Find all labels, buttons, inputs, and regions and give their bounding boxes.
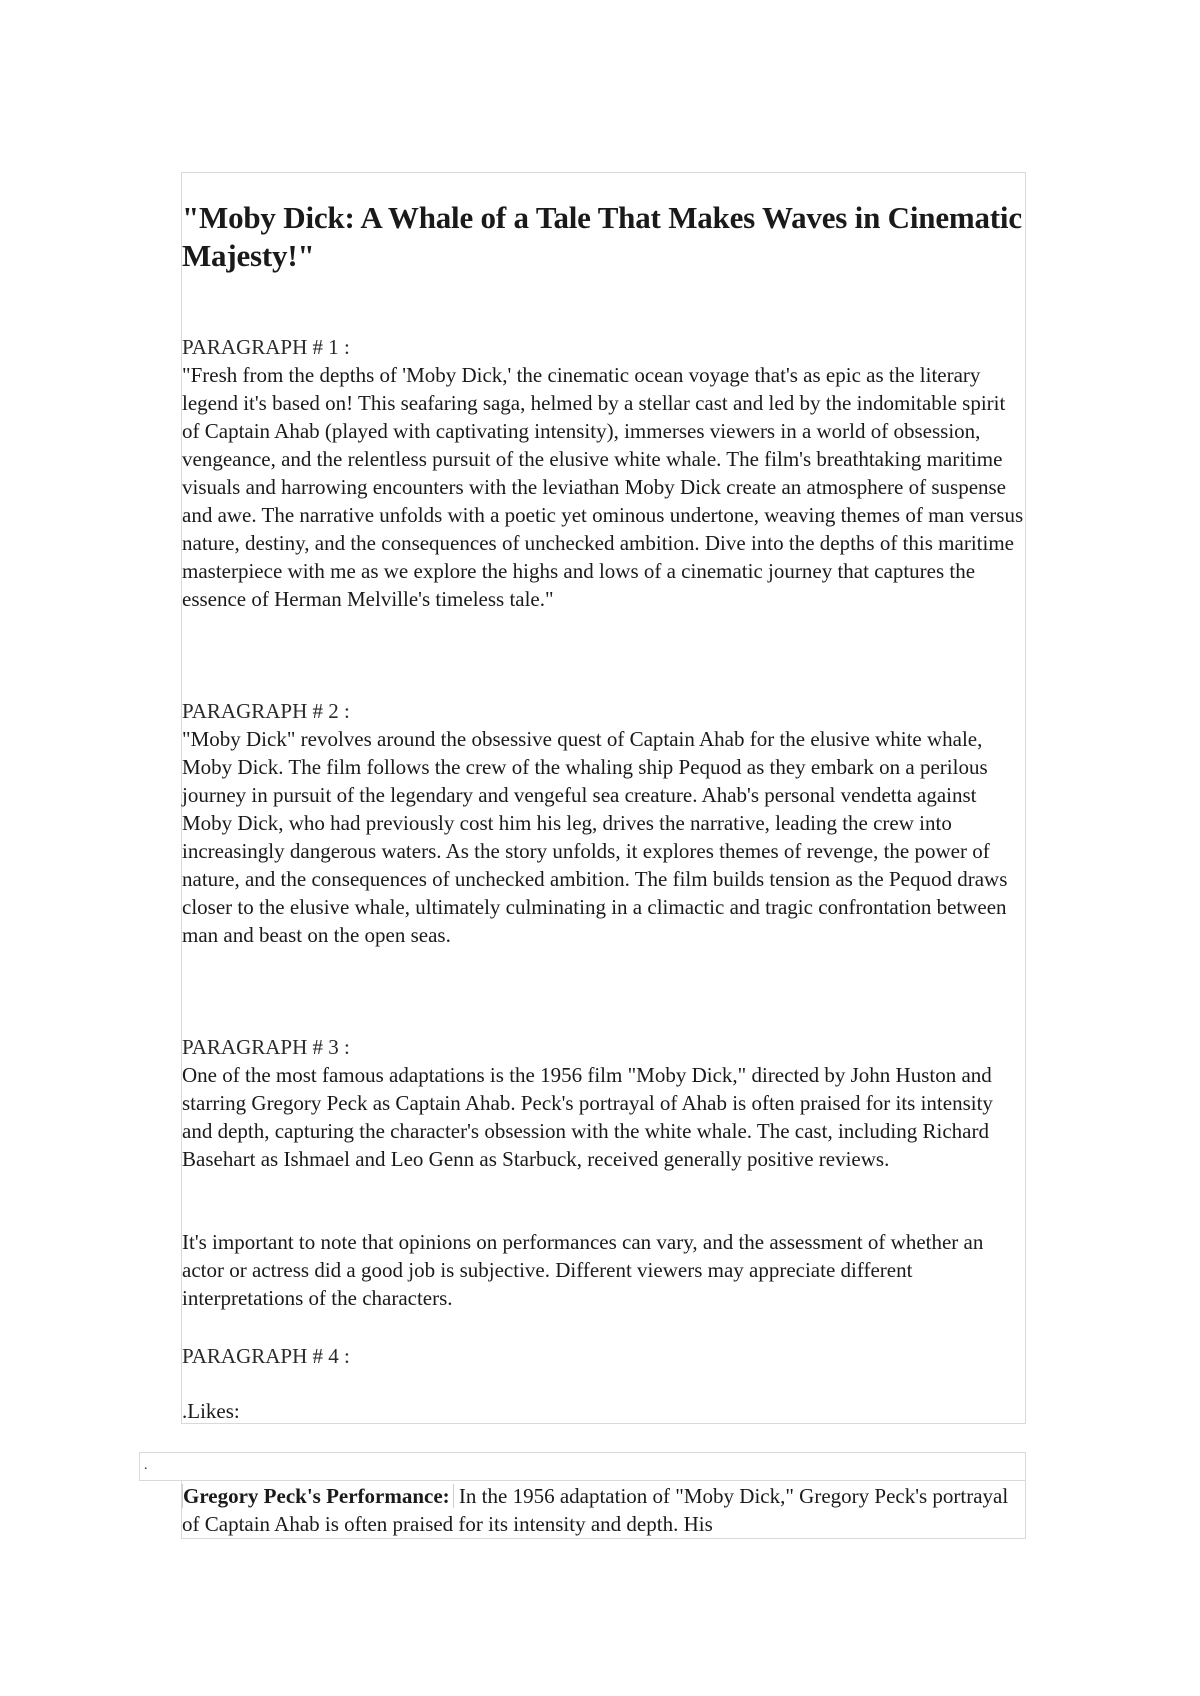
article-title: "Moby Dick: A Whale of a Tale That Makes Waves in Cinematic Majesty!" [182,200,1022,273]
paragraph-1-body: "Fresh from the depths of 'Moby Dick,' the cinematic ocean voyage that's as epic as the literary legend it's based on! This seafaring saga, helmed by a stellar cast and led by the indomitable spirit of Captain Ahab (played with captivating intensity), immerses viewers in a world of obsession, vengeance, and the relentless pursuit of the elusive white whale. The film's breathtaking maritime visuals and harrowing encounters with the leviathan Moby Dick create an atmosphere of suspense and awe. The narrative unfolds with a poetic yet ominous undertone, weaving themes of man versus nature, destiny, and the consequences of unchecked ambition. Dive into the depths of this maritime masterpiece with me as we explore the highs and lows of a cinematic journey that captures the essence of Herman Melville's timeless tale." [182,363,1024,611]
paragraph-3-note: It's important to note that opinions on performances can vary, and the assessment of whether an actor or actress did a good job is subjective. Different viewers may appreciate different interpretations of the characters. [182,1230,984,1310]
paragraph-3-body: One of the most famous adaptations is the 1956 film "Moby Dick," directed by John Huston and starring Gregory Peck as Captain Ahab. Peck's portrayal of Ahab is often praised for its intensity and depth, capturing the character's obsession with the white whale. The cast, including Richard Basehart as Ishmael and Leo Genn as Starbuck, received generally positive reviews. [182,1063,993,1171]
separator-dot: . [144,1458,148,1473]
separator-cell [139,1452,1026,1481]
paragraph-1-heading: PARAGRAPH # 1 : [182,335,350,359]
paragraph-2-body: "Moby Dick" revolves around the obsessive quest of Captain Ahab for the elusive white whale, Moby Dick. The film follows the crew of the whaling ship Pequod as they embark on a perilous journey in pursuit of the legendary and vengeful sea creature. Ahab's personal vendetta against Moby Dick, who had previously cost him his leg, drives the narrative, leading the crew into increasingly dangerous waters. As the story unfolds, it explores themes of revenge, the power of nature, and the consequences of unchecked ambition. The film builds tension as the Pequod draws closer to the elusive whale, ultimately culminating in a climactic and tragic confrontation between man and beast on the open seas. [182,727,1008,947]
likes-label: .Likes: [182,1399,240,1423]
paragraph-2-heading: PARAGRAPH # 2 : [182,699,350,723]
peck-performance-text [182,1482,1024,1538]
peck-performance-label: Gregory Peck's Performance: [182,1484,454,1508]
paragraph-3-heading: PARAGRAPH # 3 : [182,1035,350,1059]
peck-performance-body: In the 1956 adaptation of "Moby Dick," Gregory Peck's portrayal of Captain Ahab is often praised for its intensity and depth. His [182,1484,1009,1536]
paragraph-4-heading: PARAGRAPH # 4 : [182,1344,350,1368]
